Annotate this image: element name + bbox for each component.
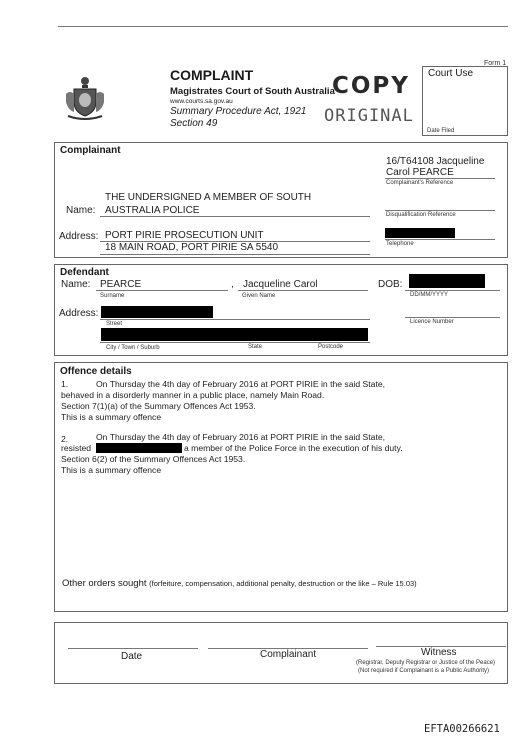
court-use-label: Court Use <box>428 68 474 79</box>
offence-1-number: 1. <box>61 379 69 389</box>
complainant-sign-label: Complainant <box>260 649 317 660</box>
redaction-block <box>101 328 368 341</box>
court-url: www.courts.sa.gov.au <box>170 98 233 105</box>
given-name-caption: Given Name <box>242 293 276 299</box>
offence-1-line4: This is a summary offence <box>61 412 162 422</box>
offence-heading: Offence details <box>60 366 132 377</box>
offence-2-line4: This is a summary offence <box>61 465 162 475</box>
offence-2-line3: Section 6(2) of the Summary Offences Act 1953. <box>61 454 246 464</box>
date-filed-label: Date Filed <box>427 128 455 134</box>
street-caption: Street <box>106 321 123 327</box>
complainant-heading: Complainant <box>60 145 121 156</box>
offence-2-line2b: a member of the Police Force in the execution of his duty. <box>184 443 403 453</box>
redaction-block <box>101 306 213 318</box>
surname-rule <box>96 290 228 291</box>
offence-2-number: 2. <box>61 434 69 444</box>
disqualification-rule <box>385 210 495 211</box>
original-stamp: ORIGINAL <box>324 106 414 126</box>
state-caption: State <box>248 344 263 350</box>
reference-rule <box>385 178 495 179</box>
name-rule <box>100 216 370 217</box>
complainant-reference-caption: Complainant's Reference <box>386 180 454 186</box>
document-id: EFTA00266621 <box>424 723 500 735</box>
copy-stamp: COPY <box>332 73 410 99</box>
dob-caption: DD/MM/YYYY <box>410 292 449 298</box>
defendant-name-label: Name: <box>61 279 91 290</box>
offence-1-line1: On Thursday the 4th day of February 2016 at PORT PIRIE in the said State, <box>96 379 386 389</box>
address-rule2 <box>100 254 370 255</box>
redaction-block <box>409 274 485 288</box>
dob-rule <box>405 290 500 291</box>
section-label: Section 49 <box>170 118 218 129</box>
city-rule <box>100 342 370 343</box>
complainant-name-label: Name: <box>66 205 96 216</box>
act-name: Summary Procedure Act, 1921 <box>170 106 307 117</box>
complainant-name-line2: AUSTRALIA POLICE <box>105 205 200 216</box>
telephone-rule <box>385 239 495 240</box>
telephone-caption: Telephone <box>386 241 414 247</box>
complainant-reference-line2: Carol PEARCE <box>386 167 454 178</box>
city-caption: City / Town / Suburb <box>106 345 160 351</box>
offence-2-line1: On Thursday the 4th day of February 2016 at PORT PIRIE in the said State, <box>96 432 386 442</box>
licence-caption: Licence Number <box>410 319 454 325</box>
name-separator: , <box>231 279 234 290</box>
witness-note-1: (Registrar, Deputy Registrar or Justice of the Peace) <box>356 660 496 666</box>
witness-label: Witness <box>421 647 457 658</box>
offence-1-line2: behaved in a disorderly manner in a public place, namely Main Road. <box>61 390 325 400</box>
document-title: COMPLAINT <box>170 67 254 83</box>
street-rule <box>100 319 370 320</box>
complainant-address-label: Address: <box>59 231 99 242</box>
postcode-caption: Postcode <box>318 344 344 350</box>
disqualification-caption: Disqualification Reference <box>386 212 456 218</box>
dob-label: DOB: <box>378 279 403 290</box>
redaction-block <box>385 228 455 238</box>
coat-of-arms-icon <box>60 72 110 122</box>
surname-caption: Surname <box>100 293 125 299</box>
complainant-reference-line1: 16/T64108 Jacqueline <box>386 156 485 167</box>
redaction-block <box>96 443 182 453</box>
complainant-address-line2: 18 MAIN ROAD, PORT PIRIE SA 5540 <box>105 242 279 253</box>
other-orders-note: (forfeiture, compensation, additional penalty, destruction or the like – Rule 15.03) <box>149 579 417 588</box>
defendant-address-label: Address: <box>59 308 99 319</box>
defendant-heading: Defendant <box>60 267 109 278</box>
complainant-name-line1: THE UNDERSIGNED A MEMBER OF SOUTH <box>105 192 312 203</box>
court-name: Magistrates Court of South Australia <box>170 86 335 97</box>
offence-2-line2a: resisted <box>61 443 92 453</box>
given-name-rule <box>238 290 368 291</box>
licence-rule <box>405 317 500 318</box>
other-orders-label: Other orders sought <box>62 578 147 589</box>
complainant-address-line1: PORT PIRIE PROSECUTION UNIT <box>105 230 264 241</box>
form-number: Form 1 <box>484 60 507 67</box>
witness-note-2: (Not required if Complainant is a Public Authority) <box>358 668 490 674</box>
other-orders <box>62 578 417 589</box>
defendant-surname: PEARCE <box>100 279 142 290</box>
offence-1-line3: Section 7(1)(a) of the Summary Offences Act 1953. <box>61 401 256 411</box>
date-label: Date <box>121 651 143 662</box>
date-rule <box>68 648 198 649</box>
defendant-given-name: Jacqueline Carol <box>243 279 318 290</box>
top-rule <box>58 26 508 27</box>
